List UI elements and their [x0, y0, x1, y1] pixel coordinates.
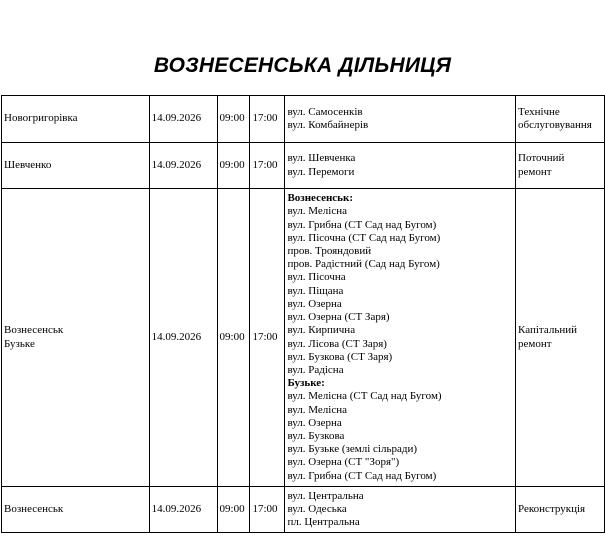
time-to: 17:00: [252, 158, 278, 171]
outage-date: 14.09.2026: [151, 330, 202, 343]
time-from: 09:00: [219, 158, 245, 171]
work-type-cell: [516, 487, 605, 533]
time-from-cell: [217, 96, 250, 143]
street-name: вул. Одеська: [287, 502, 347, 515]
street-name: вул. Комбайнерів: [287, 119, 369, 131]
street-name: вул. Пісочна (СТ Сад над Бугом): [287, 231, 441, 244]
street-name: вул. Самосенків: [287, 105, 363, 118]
settlement-name: Шевченко: [4, 158, 52, 171]
street-name: вул. Мелісна: [287, 403, 347, 416]
work-type: Реконструкція: [518, 502, 586, 515]
street-group-heading: Бузьке:: [287, 377, 325, 390]
time-to: 17:00: [252, 112, 278, 125]
work-type: обслуговування: [518, 119, 592, 131]
settlement-name: Вознесенськ: [4, 502, 64, 515]
street-name: вул. Кирпична: [287, 324, 356, 337]
street-name: вул. Бузьке (землі сільради): [287, 443, 418, 456]
outage-schedule-table: [1, 95, 605, 533]
street-name: вул. Радісна: [287, 363, 344, 376]
streets-cell: [285, 189, 516, 487]
date-cell: [149, 189, 217, 487]
street-name: вул. Бузкова: [287, 429, 345, 442]
street-name: вул. Озерна: [287, 297, 342, 310]
street-name: вул. Мелісна: [287, 205, 347, 218]
time-from: 09:00: [219, 330, 245, 343]
street-name: вул. Перемоги: [287, 165, 355, 178]
settlement-name: Новогригорівка: [4, 112, 78, 125]
outage-table-body: [2, 96, 605, 533]
work-type: Технічне: [518, 105, 560, 118]
outage-date: 14.09.2026: [151, 158, 202, 171]
street-name: вул. Мелісна (СТ Сад над Бугом): [287, 390, 442, 403]
street-name: вул. Центральна: [287, 489, 364, 502]
time-from: 09:00: [219, 502, 245, 515]
work-type: ремонт: [518, 165, 552, 178]
street-name: вул. Грибна (СТ Сад над Бугом): [287, 218, 437, 231]
streets-cell: [285, 487, 516, 533]
time-to-cell: [250, 189, 285, 487]
outage-date: 14.09.2026: [151, 502, 202, 515]
date-cell: [149, 96, 217, 143]
streets-cell: [285, 143, 516, 189]
work-type-cell: [516, 96, 605, 143]
street-name: вул. Пісочна: [287, 271, 346, 284]
work-type: Капітальний: [518, 324, 577, 337]
date-cell: [149, 143, 217, 189]
time-to: 17:00: [252, 330, 278, 343]
settlement-cell: [2, 143, 150, 189]
street-name: вул. Озерна (СТ "Зоря"): [287, 456, 400, 469]
work-type-cell: [516, 143, 605, 189]
time-from-cell: [217, 487, 250, 533]
time-from-cell: [217, 189, 250, 487]
street-name: вул. Лісова (СТ Заря): [287, 337, 387, 350]
work-type: Поточний: [518, 152, 565, 165]
outage-date: 14.09.2026: [151, 112, 202, 125]
street-name: вул. Озерна: [287, 416, 342, 429]
street-name: пров. Радістний (Сад над Бугом): [287, 258, 440, 271]
street-name: вул. Бузкова (СТ Заря): [287, 350, 393, 363]
settlement-name: Бузьке: [4, 337, 35, 350]
table-row: [2, 143, 605, 189]
settlement-cell: [2, 96, 150, 143]
table-row: [2, 189, 605, 487]
section-title: ВОЗНЕСЕНСЬКА ДІЛЬНИЦЯ: [153, 54, 452, 77]
street-name: пл. Центральна: [287, 516, 360, 529]
street-name: пров. Трояндовий: [287, 245, 372, 258]
street-name: вул. Шевченка: [287, 152, 356, 165]
date-cell: [149, 487, 217, 533]
streets-cell: [285, 96, 516, 143]
settlement-cell: [2, 487, 150, 533]
time-to-cell: [250, 96, 285, 143]
street-name: вул. Піщана: [287, 284, 344, 297]
settlement-name: Вознесенськ: [4, 324, 64, 337]
time-to: 17:00: [252, 502, 278, 515]
table-row: [2, 487, 605, 533]
street-name: вул. Грибна (СТ Сад над Бугом): [287, 469, 437, 482]
settlement-cell: [2, 189, 150, 487]
work-type-cell: [516, 189, 605, 487]
table-row: [2, 96, 605, 143]
work-type: ремонт: [518, 337, 552, 350]
time-from: 09:00: [219, 112, 245, 125]
street-group-heading: Вознесенськ:: [287, 192, 354, 205]
time-to-cell: [250, 143, 285, 189]
time-to-cell: [250, 487, 285, 533]
street-name: вул. Озерна (СТ Заря): [287, 311, 390, 324]
time-from-cell: [217, 143, 250, 189]
